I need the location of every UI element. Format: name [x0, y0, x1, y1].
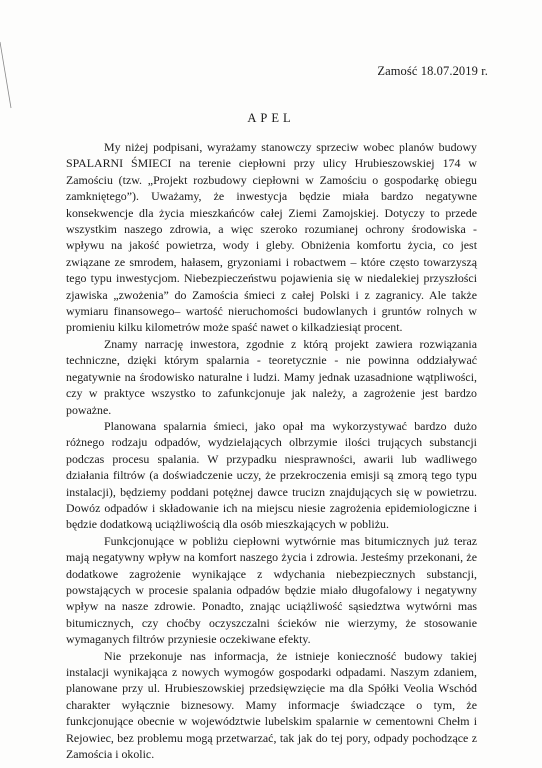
- paragraph-3: Planowana spalarnia śmieci, jako opał ma wykorzystywać bardzo dużo różnego rodzaju odpadów, wydzielających olbrzymie ilości trujących substancji podczas procesu spalania. W przypadku niesprawności, awarii lub wadliwego działania filtrów (a doświadczenie uczy, że przekroczenia emisji są zmorą tego typu instalacji), będziemy poddani potężnej dawce trucizn znajdujących się w powietrzu. Dowóz odpadów i składowanie ich na miejscu niesie zagrożenia epidemiologiczne i będzie dodatkową uciążliwością dla osób mieszkających w pobliżu.: [66, 418, 477, 532]
- paragraph-4: Funkcjonujące w pobliżu ciepłowni wytwórnie mas bitumicznych już teraz mają negatywny wpływ na komfort naszego życia i zdrowia. Jesteśmy przekonani, że dodatkowe zagrożenie wynikające z wdychania niebezpiecznych substancji, powstających w procesie spalania odpadów będzie miało długofalowy i negatywny wpływ na nasze zdrowie. Ponadto, znając uciążliwość sąsiedztwa wytwórni mas bitumicznych, czy choćby oczyszczalni ścieków nie wierzymy, że stosowanie wymaganych filtrów przyniesie oczekiwane efekty.: [66, 533, 477, 647]
- paragraph-5: Nie przekonuje nas informacja, że istnieje konieczność budowy takiej instalacji wynikająca z nowych wymogów gospodarki odpadami. Naszym zdaniem, planowane przy ul. Hrubieszowskiej przedsięwzięcie ma dla Spółki Veolia Wschód charakter wyłącznie biznesowy. Mamy informacje świadczące o tym, że funkcjonujące obecnie w województwie lubelskim spalarnie w cementowni Chełm i Rejowiec, bez problemu mogą przetwarzać, tak jak do tej pory, odpady pochodzące z Zamościa i okolic.: [66, 648, 477, 762]
- paragraph-2: Znamy narrację inwestora, zgodnie z którą projekt zawiera rozwiązania techniczne, dzięki którym spalarnia - teoretycznie - nie powinna oddziaływać negatywnie na środowisko naturalne i ludzi. Mamy jednak uzasadnione wątpliwości, czy w praktyce wszystko to zafunkcjonuje jak należy, a zagrożenie jest bardzo poważne.: [66, 336, 477, 417]
- document-date: Zamość 18.07.2019 r.: [377, 64, 488, 78]
- document-title: APEL: [247, 111, 295, 125]
- scan-edge-mark: [0, 40, 14, 110]
- document-body: [66, 139, 477, 762]
- paragraph-1: My niżej podpisani, wyrażamy stanowczy sprzeciw wobec planów budowy SPALARNI ŚMIECI na terenie ciepłowni przy ulicy Hrubieszowskiej 174 w Zamościu (tzw. „Projekt rozbudowy ciepłowni w Zamościu o gospodarkę obiegu zamkniętego”). Uważamy, że inwestycja będzie miała bardzo negatywne konsekwencje dla życia mieszkańców całej Ziemi Zamojskiej. Dotyczy to przede wszystkim naszego zdrowia, a więc szeroko rozumianej ochrony środowiska - wpływu na jakość powietrza, wody i gleby. Obniżenia komfortu życia, co jest związane ze smrodem, hałasem, gryzoniami i robactwem – które często towarzyszą tego typu inwestycjom. Niebezpieczeństwu pojawienia się w niedalekiej przyszłości zjawiska „zwożenia” do Zamościa śmieci z całej Polski i z zagranicy. Ale także wymiaru finansowego– wartość nieruchomości budowlanych i gruntów rolnych w promieniu kilku kilometrów może spaść nawet o kilkadziesiąt procent.: [66, 140, 477, 335]
